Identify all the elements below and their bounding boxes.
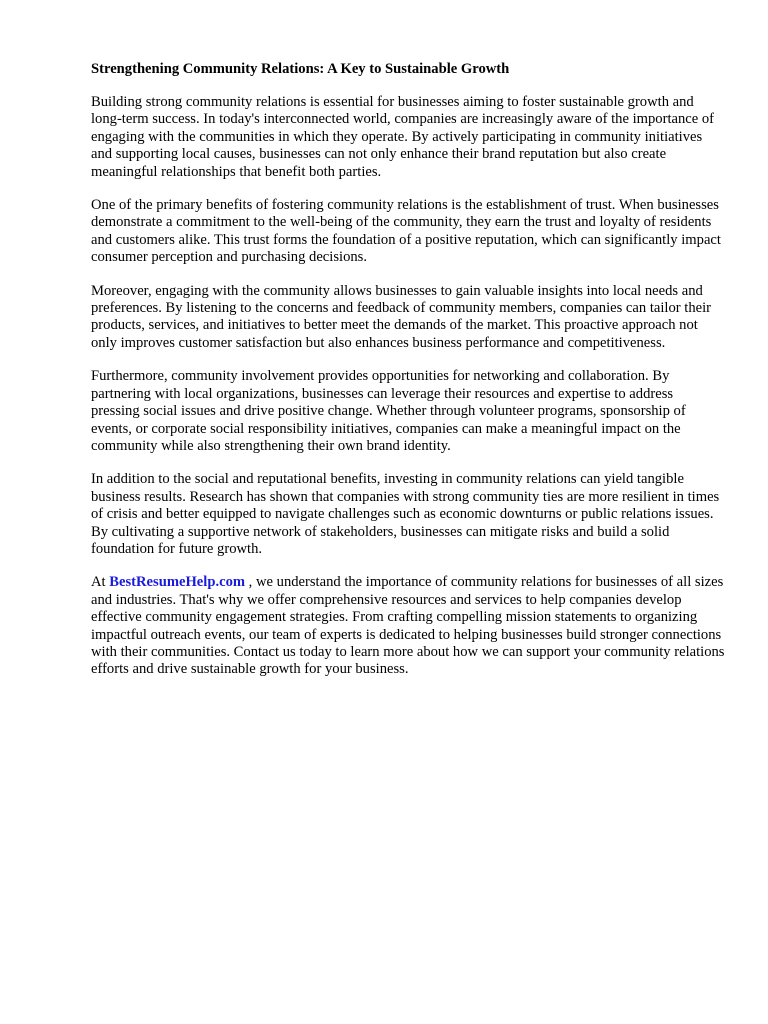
bestresumehelp-link[interactable]: BestResumeHelp.com — [109, 574, 246, 591]
paragraph-closing — [91, 574, 725, 678]
paragraph-networking: Furthermore, community involvement provides opportunities for networking and collaboration. By partnering with local organizations, businesses can leverage their resources and expertise to address pressing social issues and drive positive change. Whether through volunteer programs, sponsorship of events, or corporate social responsibility initiatives, companies can make a meaningful impact on the community while also strengthening their own brand identity. — [91, 368, 686, 454]
paragraph-intro: Building strong community relations is essential for businesses aiming to foster sustainable growth and long-term success. In today's interconnected world, companies are increasingly aware of the importance of engaging with the communities in which they operate. By actively participating in community initiatives and supporting local causes, businesses can not only enhance their brand reputation but also create meaningful relationships that benefit both parties. — [91, 94, 715, 180]
document-title: Strengthening Community Relations: A Key to Sustainable Growth — [91, 61, 510, 77]
closing-prefix: At — [91, 574, 110, 591]
paragraph-trust: One of the primary benefits of fostering community relations is the establishment of trust. When businesses demonstrate a commitment to the well-being of the community, they earn the trust and loyalty of residents and customers alike. This trust forms the foundation of a positive reputation, which can significantly impact consumer perception and purchasing decisions. — [91, 197, 721, 266]
document-page — [91, 60, 725, 695]
paragraph-insights: Moreover, engaging with the community allows businesses to gain valuable insights into local needs and preferences. By listening to the concerns and feedback of community members, companies can tailor their products, services, and initiatives to better meet the demands of the market. This proactive approach not only improves customer satisfaction but also enhances business performance and competitiveness. — [91, 282, 712, 351]
closing-suffix: , we understand the importance of community relations for businesses of all sizes and industries. That's why we offer comprehensive resources and services to help companies develop effective community engagement strategies. From crafting compelling mission statements to organizing impactful outreach events, our team of experts is dedicated to helping businesses build stronger connections with their communities. Contact us today to learn more about how we can support your community relations efforts and drive sustainable growth for your business. — [91, 574, 725, 678]
paragraph-business-results: In addition to the social and reputational benefits, investing in community relations can yield tangible business results. Research has shown that companies with strong community ties are more resilient in times of crisis and better equipped to navigate challenges such as economic downturns or public relations issues. By cultivating a supportive network of stakeholders, businesses can mitigate risks and build a solid foundation for future growth. — [91, 471, 720, 557]
